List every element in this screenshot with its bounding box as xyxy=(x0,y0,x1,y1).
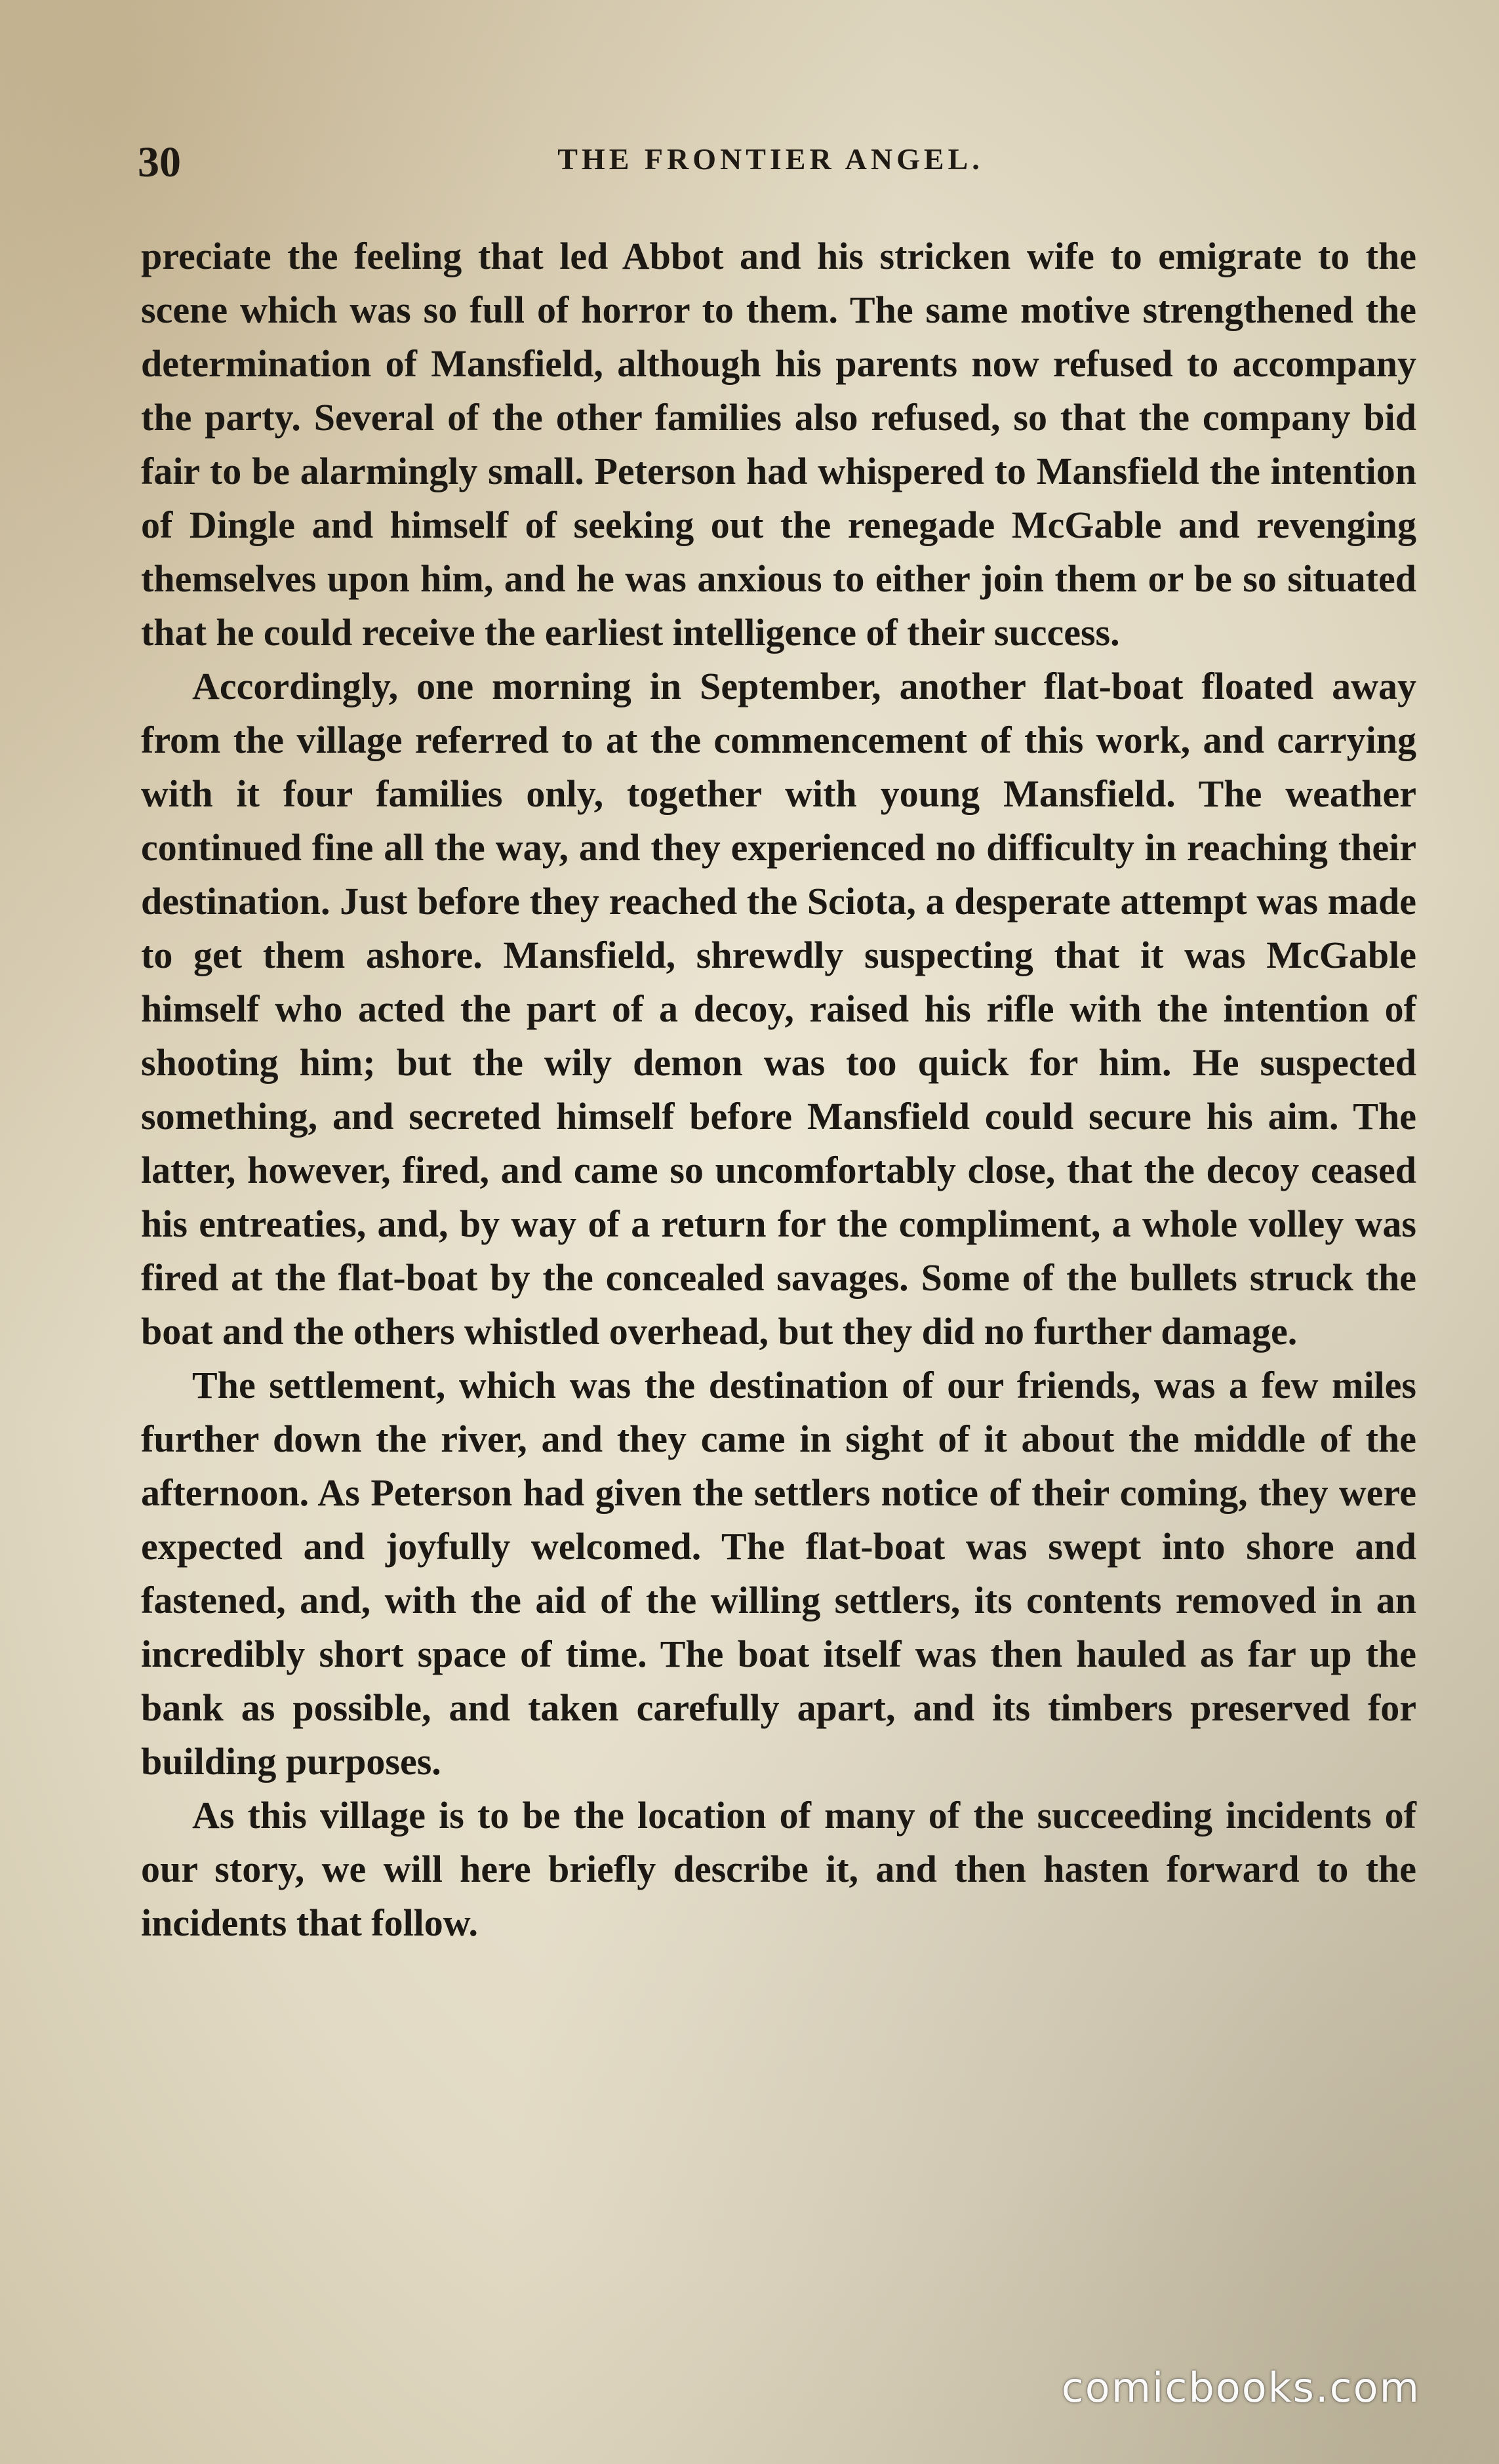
running-head: THE FRONTIER ANGEL. xyxy=(557,142,984,176)
paragraph-2: Accordingly, one morning in September, another flat-boat floated away from the village referred to at the commencement of this work, and carrying with it four families only, together with young Mansfield. The weather continued fine all the way, and they experienced no difficulty in reaching their destination. Just before they reached the Sciota, a desperate attempt was made to get them ashore. Mansfield, shrewdly suspecting that it was McGable himself who acted the part of a decoy, raised his rifle with the intention of shooting him; but the wily demon was too quick for him. He suspected something, and secreted himself before Mansfield could secure his aim. The latter, however, fired, and came so uncomfortably close, that the decoy ceased his entreaties, and, by way of a return for the compliment, a whole volley was fired at the flat-boat by the concealed savages. Some of the bullets struck the boat and the others whistled overhead, but they did no further damage. xyxy=(141,665,1416,1353)
paragraph-3: The settlement, which was the destination of our friends, was a few miles further down the river, and they came in sight of it about the middle of the afternoon. As Peterson had given the settlers notice of their coming, they were expected and joyfully welcomed. The flat-boat was swept into shore and fastened, and, with the aid of the willing settlers, its contents removed in an incredibly short space of time. The boat itself was then hauled as far up the bank as possible, and taken carefully apart, and its timbers preserved for building purposes. xyxy=(141,1364,1416,1783)
page-number: 30 xyxy=(138,138,181,186)
paragraph-4: As this village is to be the location of many of the succeeding incidents of our story, we will here briefly describe it, and then hasten forward to the incidents that follow. xyxy=(141,1794,1416,1944)
paragraph-1: preciate the feeling that led Abbot and his stricken wife to emigrate to the scene which was so full of horror to them. The same motive strengthened the determination of Mansfield, although his parents now refused to accompany the party. Several of the other families also refused, so that the company bid fair to be alarmingly small. Peterson had whispered to Mansfield the intention of Dingle and himself of seeking out the renegade McGable and revenging themselves upon him, and he was anxious to either join them or be so situated that he could receive the earliest intelligence of their success. xyxy=(141,235,1416,654)
page-header xyxy=(138,125,1403,197)
site-watermark: comicbooks.com xyxy=(1061,2364,1420,2412)
body-text xyxy=(141,229,1416,1950)
